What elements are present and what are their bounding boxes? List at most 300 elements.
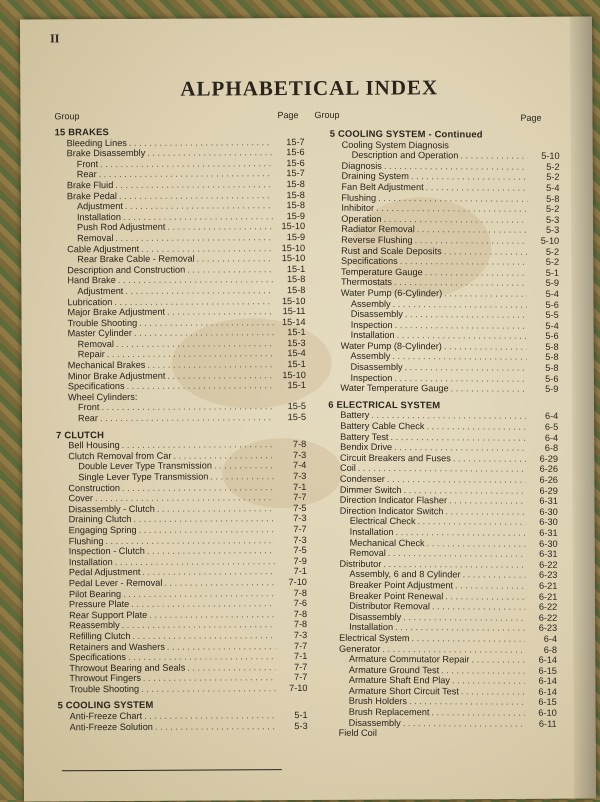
leader-dots — [432, 601, 525, 612]
entry-label: Breaker Point Renewal — [349, 590, 444, 601]
leader-dots — [122, 439, 274, 450]
leader-dots — [449, 496, 526, 507]
entry-page: 15-1 — [287, 380, 306, 391]
entry-label: Hand Brake — [67, 275, 116, 286]
leader-dots — [453, 453, 526, 464]
entry-label: Disassembly — [349, 611, 402, 622]
entry-label: Reassembly — [69, 620, 120, 631]
entry-page: 7-8 — [292, 439, 307, 450]
entry-label: Inhibitor — [341, 202, 375, 214]
entry-page: 5-2 — [546, 161, 560, 172]
entry-label: Disassembly - Clutch — [68, 503, 155, 515]
entry-page: 15-8 — [286, 189, 305, 200]
page-title: ALPHABETICAL INDEX — [180, 75, 439, 101]
leader-dots — [405, 362, 527, 373]
entry-page: 5-3 — [545, 225, 560, 236]
leader-dots — [383, 559, 525, 570]
entry-label: Bell Housing — [68, 440, 120, 451]
entry-label: Installation — [349, 622, 394, 633]
entry-label: Electrical System — [339, 632, 410, 644]
entry-label: Operation — [341, 213, 382, 224]
group-header-right: Group — [314, 109, 340, 120]
leader-dots — [444, 246, 527, 257]
page-spine-shadow — [570, 17, 596, 799]
leader-dots — [119, 190, 273, 201]
leader-dots — [431, 707, 524, 718]
entry-page: 6-14 — [538, 686, 557, 697]
entry-label: Anti-Freeze Solution — [69, 721, 153, 732]
entry-page: 5-2 — [545, 246, 560, 257]
entry-label: Draining System — [341, 171, 409, 182]
leader-dots — [122, 482, 274, 493]
leader-dots — [147, 147, 272, 158]
bottom-rule — [62, 769, 282, 771]
entry-label: Description and Operation — [351, 149, 459, 161]
entry-label: Brush Holders — [348, 696, 408, 707]
entry-page: 5-4 — [546, 182, 560, 193]
entry-page: 6-22 — [538, 601, 558, 613]
entry-page: 6-31 — [539, 527, 558, 538]
leader-dots — [210, 471, 274, 482]
entry-page: 15-8 — [286, 274, 306, 285]
entry-label: Description and Construction — [67, 264, 186, 275]
leader-dots — [133, 514, 274, 525]
entry-label: Removal — [349, 547, 386, 559]
entry-page: 7-10 — [289, 682, 308, 693]
entry-page: 5-2 — [546, 203, 560, 215]
leader-dots — [122, 619, 275, 630]
entry-label: Trouble Shooting — [69, 683, 140, 695]
entry-label: Major Brake Adjustment — [67, 306, 166, 318]
entry-label: Engaging Spring — [68, 524, 137, 536]
leader-dots — [463, 570, 526, 581]
entry-label: Dimmer Switch — [339, 484, 402, 495]
entry-page: 15-10 — [281, 221, 306, 232]
entry-label: Reverse Flushing — [341, 234, 413, 246]
leader-dots — [400, 256, 527, 267]
entry-page: 6-29 — [539, 453, 559, 464]
leader-dots — [127, 380, 274, 391]
right-index-column — [327, 129, 560, 746]
leader-dots — [147, 359, 273, 370]
entry-page: 6-31 — [539, 495, 558, 507]
entry-label: Pedal Adjustment — [68, 567, 141, 578]
page-header-right: Page — [520, 112, 542, 123]
entry-page: 6-15 — [538, 697, 557, 708]
leader-dots — [157, 503, 275, 514]
entry-page: 7-3 — [292, 449, 307, 460]
entry-page: 5-6 — [545, 299, 559, 310]
entry-label: Field Coil — [338, 727, 377, 739]
entry-page: 15-14 — [282, 316, 306, 327]
entry-page: 5-10 — [540, 235, 560, 246]
leader-dots — [167, 306, 274, 317]
entry-label: Flushing — [341, 192, 377, 203]
entry-page: 6-23 — [538, 623, 558, 634]
leader-dots — [197, 253, 274, 264]
entry-label: Installation — [350, 330, 395, 341]
entry-page: 15-6 — [286, 157, 305, 168]
entry-page: 15-8 — [286, 178, 305, 190]
entry-page: 7-9 — [293, 555, 307, 566]
page-header-left: Page — [277, 110, 299, 121]
entry-label: Throwout Bearing and Seals — [69, 662, 186, 673]
entry-label: Front — [76, 158, 99, 169]
entry-label: Water Pump (8-Cylinder) — [340, 340, 442, 352]
leader-dots — [427, 538, 526, 549]
entry-label: Breaker Point Adjustment — [349, 579, 454, 591]
leader-dots — [441, 665, 525, 676]
index-entry — [56, 380, 306, 392]
entry-label: Armature Shaft End Play — [348, 675, 451, 686]
entry-page: 7-8 — [293, 619, 308, 630]
entry-page: 5-1 — [545, 267, 560, 278]
entry-label: Brake Disassembly — [66, 148, 146, 159]
entry-label: Water Temperature Gauge — [340, 383, 449, 394]
section-title: 5 COOLING SYSTEM — [57, 699, 154, 711]
entry-page: 6-4 — [544, 411, 559, 422]
leader-dots — [451, 384, 527, 395]
entry-page: 15-4 — [287, 348, 306, 359]
entry-page: 7-1 — [293, 566, 307, 577]
entry-label: Battery — [340, 410, 370, 421]
entry-label: Retainers and Washers — [69, 641, 165, 652]
leader-dots — [187, 264, 273, 275]
entry-label: Front — [77, 402, 100, 413]
entry-page: 7-7 — [294, 661, 308, 672]
entry-page: 6-11 — [538, 718, 557, 729]
entry-label: Assembly — [350, 351, 391, 362]
entry-label: Inspection — [350, 372, 393, 383]
leader-dots — [141, 243, 273, 254]
entry-page: 15-7 — [286, 136, 305, 147]
entry-page: 7-7 — [294, 672, 308, 683]
entry-label: Thermostats — [340, 277, 393, 288]
entry-label: Battery Test — [340, 431, 389, 442]
entry-page: 6-4 — [543, 633, 558, 644]
entry-label: Throwout Fingers — [69, 673, 141, 684]
entry-label: Rear — [78, 413, 98, 424]
entry-label: Armature Commutator Repair — [348, 653, 470, 665]
leader-dots — [139, 524, 275, 535]
entry-label: Rear — [76, 169, 97, 180]
leader-dots — [128, 651, 275, 662]
leader-dots — [425, 267, 527, 278]
leader-dots — [452, 676, 525, 687]
entry-page: 15-10 — [281, 242, 306, 253]
leader-dots — [412, 633, 526, 644]
entry-label: Push Rod Adjustment — [77, 222, 166, 233]
entry-page: 7-7 — [293, 640, 308, 651]
entry-page: 7-10 — [288, 576, 307, 588]
entry-label: Inspection — [350, 319, 393, 330]
leader-dots — [444, 341, 527, 352]
entry-page: 7-1 — [293, 651, 308, 662]
entry-page: 15-9 — [286, 231, 306, 243]
entry-page: 15-10 — [281, 253, 306, 264]
leader-dots — [125, 200, 273, 211]
leader-dots — [118, 274, 274, 285]
entry-label: Installation — [349, 526, 394, 538]
leader-dots — [129, 137, 273, 148]
entry-page: 5-2 — [546, 172, 560, 183]
entry-label: Trouble Shooting — [67, 317, 138, 328]
leader-dots — [461, 686, 525, 697]
entry-label: Adjustment — [77, 285, 124, 297]
entry-label: Construction — [68, 482, 121, 493]
leader-dots — [403, 612, 525, 623]
entry-label: Specifications — [69, 652, 127, 663]
leader-dots — [100, 412, 274, 424]
leader-dots — [115, 179, 273, 190]
leader-dots — [411, 171, 528, 182]
leader-dots — [167, 641, 275, 652]
entry-page: 6-30 — [539, 517, 558, 528]
entry-page: 5-6 — [545, 331, 559, 342]
entry-label: Direction Indicator Flasher — [339, 494, 448, 506]
entry-label: Bleeding Lines — [66, 137, 127, 148]
entry-page: 6-22 — [538, 612, 558, 623]
index-section — [328, 129, 559, 395]
leader-dots — [187, 662, 275, 673]
leader-dots — [164, 577, 275, 588]
entry-label: Electrical Check — [349, 516, 416, 527]
entry-page: 7-5 — [293, 502, 307, 513]
leader-dots — [390, 432, 526, 443]
entry-page: 7-3 — [293, 629, 308, 640]
entry-page: 5-4 — [545, 320, 559, 331]
leader-dots — [396, 527, 526, 538]
leader-dots — [426, 182, 528, 193]
entry-label: Wheel Cylinders: — [67, 391, 138, 403]
entry-label: Rear Brake Cable - Removal — [77, 253, 195, 265]
entry-label: Battery Cable Check — [340, 420, 425, 432]
index-page — [20, 17, 596, 802]
entry-page: 15-6 — [286, 147, 305, 158]
leader-dots — [384, 161, 528, 172]
leader-dots — [147, 545, 275, 556]
entry-page: 15-3 — [287, 337, 306, 348]
entry-page: 7-8 — [293, 608, 308, 619]
entry-label: Assembly, 6 and 8 Cylinder — [349, 569, 461, 580]
index-entry — [327, 728, 557, 740]
entry-label: Refilling Clutch — [69, 630, 131, 642]
entry-page: 15-7 — [286, 168, 305, 179]
entry-label: Lubrication — [67, 296, 113, 307]
leader-dots — [415, 235, 528, 246]
index-section — [327, 400, 559, 740]
leader-dots — [114, 296, 273, 307]
entry-page: 6-22 — [539, 559, 558, 570]
entry-page: 7-6 — [293, 598, 308, 609]
entry-page: 15-1 — [287, 359, 306, 370]
entry-page: 15-11 — [282, 306, 306, 317]
leader-dots — [115, 232, 273, 243]
entry-page: 6-14 — [538, 676, 557, 687]
entry-label: Cable Adjustment — [67, 243, 140, 254]
entry-page: 5-1 — [294, 710, 308, 721]
index-entry — [56, 412, 306, 424]
entry-page: 15-10 — [282, 369, 306, 380]
leader-dots — [405, 309, 527, 320]
entry-page: 6-21 — [538, 591, 558, 602]
leader-dots — [382, 643, 525, 654]
leader-dots — [131, 598, 275, 609]
entry-label: Disassembly — [350, 361, 403, 373]
entry-label: Flushing — [68, 535, 104, 546]
entry-label: Radiator Removal — [341, 224, 415, 235]
entry-page: 5-8 — [546, 193, 560, 204]
entry-page: 15-1 — [286, 263, 306, 274]
entry-page: 15-10 — [281, 295, 306, 306]
entry-page: 6-14 — [538, 654, 558, 665]
entry-label: Assembly — [350, 298, 391, 309]
entry-label: Rust and Scale Deposits — [341, 245, 442, 256]
leader-dots — [387, 474, 526, 485]
entry-label: Installation — [68, 556, 113, 568]
leader-dots — [378, 193, 527, 204]
entry-label: Cover — [68, 493, 94, 504]
section-title: 6 ELECTRICAL SYSTEM — [328, 398, 441, 411]
index-section — [56, 429, 307, 695]
entry-label: Cooling System Diagnosis — [341, 139, 449, 150]
leader-dots — [143, 672, 276, 683]
group-header-left: Group — [54, 111, 80, 122]
entry-label: Single Lever Type Transmission — [78, 471, 209, 483]
leader-dots — [426, 421, 526, 432]
entry-page: 6-26 — [539, 474, 558, 485]
entry-page: 5-4 — [545, 288, 559, 299]
entry-label: Armature Ground Test — [348, 664, 440, 675]
entry-page: 6-8 — [544, 443, 559, 454]
leader-dots — [144, 710, 276, 721]
leader-dots — [395, 622, 525, 633]
entry-label: Repair — [77, 349, 105, 360]
entry-label: Pressure Plate — [68, 599, 130, 610]
leader-dots — [142, 567, 275, 578]
entry-page: 7-7 — [293, 523, 307, 535]
leader-dots — [393, 299, 527, 310]
entry-label: Mechanical Brakes — [67, 359, 146, 371]
entry-label: Disassembly — [348, 717, 401, 728]
section-title: 5 COOLING SYSTEM - Continued — [329, 127, 483, 140]
entry-page: 7-5 — [293, 545, 307, 556]
leader-dots — [132, 630, 275, 641]
entry-page: 7-3 — [293, 471, 307, 482]
entry-label: Distributor — [339, 558, 382, 569]
entry-label: Anti-Freeze Chart — [69, 710, 143, 722]
entry-page: 5-9 — [545, 278, 559, 289]
entry-page: 5-8 — [545, 352, 559, 363]
entry-page: 15-5 — [287, 401, 307, 412]
leader-dots — [397, 330, 527, 341]
entry-page: 7-4 — [292, 460, 307, 471]
entry-page: 5-9 — [545, 384, 559, 395]
leader-dots — [388, 548, 526, 559]
entry-page: 6-30 — [539, 538, 558, 549]
entry-page: 5-3 — [294, 720, 308, 731]
leader-dots — [394, 373, 526, 384]
entry-page: 6-23 — [539, 570, 558, 581]
leader-dots — [444, 288, 527, 299]
index-entry — [58, 721, 308, 733]
entry-label: Pilot Bearing — [68, 588, 122, 599]
index-section — [55, 126, 307, 424]
entry-label: Armature Short Circuit Test — [348, 685, 459, 697]
entry-label: Brake Fluid — [66, 179, 114, 191]
entry-page: 7-3 — [293, 534, 307, 545]
entry-label: Pedal Lever - Removal — [68, 577, 163, 589]
leader-dots — [149, 609, 275, 620]
entry-page: 6-15 — [538, 665, 557, 676]
entry-label: Draining Clutch — [68, 514, 132, 525]
leader-dots — [445, 591, 525, 602]
leader-dots — [394, 277, 527, 288]
entry-label: Brush Replacement — [348, 706, 430, 718]
entry-label: Direction Indicator Switch — [339, 505, 444, 517]
entry-page: 5-8 — [545, 341, 559, 352]
section-title: 15 BRAKES — [54, 126, 109, 138]
entry-label: Bendix Drive — [340, 441, 393, 453]
leader-dots — [394, 442, 526, 453]
entry-label: Specifications — [341, 255, 398, 267]
leader-dots — [409, 697, 525, 708]
leader-dots — [214, 461, 274, 472]
leader-dots — [460, 151, 527, 162]
entry-label: Diagnosis — [341, 160, 382, 171]
page-number: II — [50, 31, 60, 46]
entry-page: 6-8 — [543, 644, 558, 655]
entry-label: Disassembly — [350, 308, 403, 320]
leader-dots — [123, 588, 275, 599]
entry-label: Removal — [77, 338, 114, 350]
entry-page: 5-8 — [545, 362, 559, 373]
leader-dots — [134, 327, 274, 338]
leader-dots — [376, 203, 527, 214]
entry-page: 6-26 — [539, 464, 559, 475]
entry-page: 15-8 — [286, 284, 306, 296]
leader-dots — [141, 683, 275, 694]
leader-dots — [125, 285, 273, 296]
entry-label: Temperature Gauge — [340, 266, 423, 277]
entry-page: 6-10 — [538, 707, 557, 718]
entry-label: Removal — [77, 232, 114, 244]
leader-dots — [167, 222, 273, 233]
entry-label: Circuit Breakers and Fuses — [340, 452, 451, 464]
entry-page: 7-8 — [293, 587, 307, 598]
entry-label: Distributor Removal — [349, 600, 430, 612]
entry-page: 6-4 — [544, 432, 559, 443]
index-section — [58, 699, 308, 732]
entry-label: Water Pump (6-Cylinder) — [340, 287, 443, 299]
entry-page: 15-9 — [286, 210, 306, 221]
entry-page: 7-7 — [293, 492, 307, 503]
section-title: 7 CLUTCH — [56, 428, 105, 440]
leader-dots — [418, 517, 526, 528]
entry-label: Installation — [76, 211, 121, 222]
entry-label: Mechanical Check — [349, 537, 425, 548]
entry-page: 6-29 — [539, 485, 558, 496]
leader-dots — [417, 224, 528, 235]
entry-page: 15-1 — [287, 327, 306, 338]
entry-label: Adjustment — [76, 201, 123, 212]
entry-page: 7-3 — [293, 513, 307, 524]
entry-page: 5-3 — [545, 214, 560, 225]
entry-label: Double Lever Type Transmission — [78, 460, 212, 472]
leader-dots — [371, 410, 526, 421]
leader-dots — [404, 485, 526, 496]
entry-label: Inspection - Clutch — [68, 546, 145, 557]
